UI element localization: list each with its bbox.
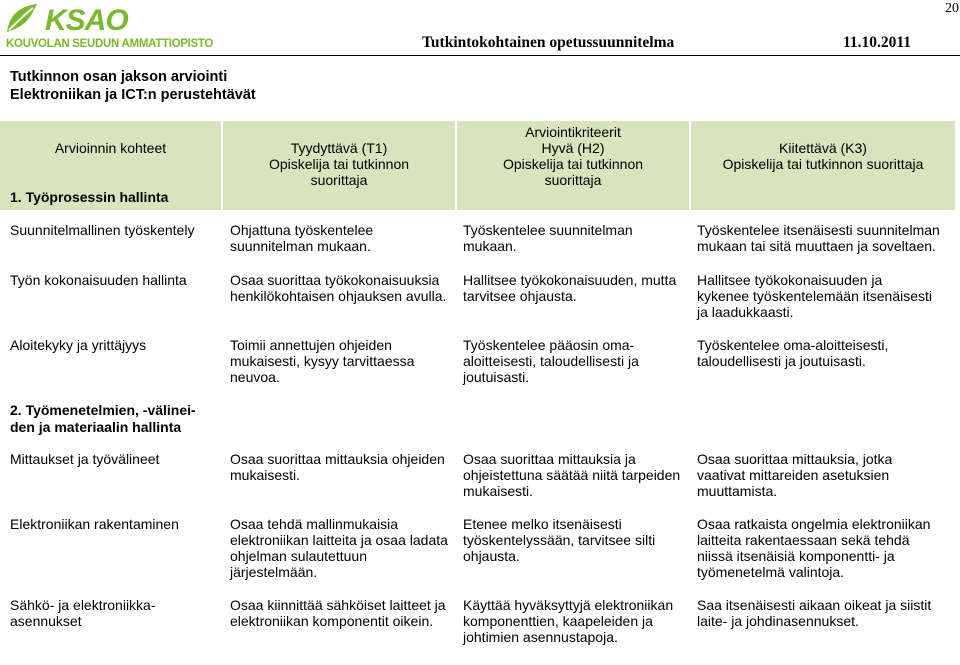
- row-k3: Hallitsee työkokonaisuuden ja kykenee työskentelemään itsenäisesti ja laadukkaasti.: [697, 272, 933, 320]
- row-label: Mittaukset ja työvälineet: [10, 451, 160, 467]
- row-label: Elektroniikan rakentaminen: [10, 516, 179, 532]
- col-header-k3: Kiitettävä (K3) Opiskelija tai tutkinnon suorittaja: [722, 140, 924, 172]
- col-header-kohteet: Arvioinnin kohteet: [54, 140, 167, 156]
- doc-title-line2: Elektroniikan ja ICT:n perustehtävät: [10, 87, 256, 103]
- section-title-1: 1. Työprosessin hallinta: [10, 189, 169, 205]
- logo-name: KSAO: [45, 4, 128, 37]
- section-title-2: 2. Työmenetelmien, -välinei- den ja materiaalin hallinta: [10, 402, 196, 435]
- row-t1: Osaa tehdä mallinmukaisia elektroniikan laitteita ja osaa ladata ohjelman sulautettuun järjestelmään.: [230, 516, 448, 580]
- col-header-t1: Tyydyttävä (T1) Opiskelija tai tutkinnon suorittaja: [268, 140, 410, 188]
- row-h2: Osaa suorittaa mittauksia ja ohjeistettuna säätää niitä tarpeiden mukaisesti.: [463, 451, 681, 499]
- col-header-h2: Arviointikriteerit Hyvä (H2) Opiskelija tai tutkinnon suorittaja: [502, 124, 644, 188]
- row-label: Suunnitelmallinen työskentely: [10, 222, 195, 238]
- leaf-icon: [3, 2, 43, 38]
- row-label: Sähkö- ja elektroniikka- asennukset: [10, 597, 156, 629]
- row-t1: Osaa kiinnittää sähköiset laitteet ja elektroniikan komponentit oikein.: [230, 597, 446, 629]
- row-h2: Käyttää hyväksyttyjä elektroniikan komponenttien, kaapeleiden ja johtimien asennustapoja.: [463, 597, 674, 645]
- header-rule: [0, 55, 960, 56]
- header-date: 11.10.2011: [843, 34, 912, 51]
- row-h2: Työskentelee pääosin oma- aloitteisesti, taloudellisesti ja joutuisasti.: [463, 337, 639, 385]
- row-h2: Työskentelee suunnitelman mukaan.: [463, 222, 633, 254]
- doc-title-line1: Tutkinnon osan jakson arviointi: [10, 69, 228, 85]
- row-t1: Toimii annettujen ohjeiden mukaisesti, kysyy tarvittaessa neuvoa.: [230, 337, 415, 385]
- row-t1: Ohjattuna työskentelee suunnitelman mukaan.: [230, 222, 374, 254]
- header-title: Tutkintokohtainen opetussuunnitelma: [422, 34, 675, 51]
- row-t1: Osaa suorittaa mittauksia ohjeiden mukaisesti.: [230, 451, 445, 483]
- row-k3: Osaa ratkaista ongelmia elektroniikan laitteita rakentaessaan sekä tehdä niissä itsenäisiä komponentti- ja työmenetelmä valintoja.: [697, 516, 931, 580]
- row-t1: Osaa suorittaa työkokonaisuuksia henkilökohtaisen ohjauksen avulla.: [230, 272, 447, 304]
- row-h2: Etenee melko itsenäisesti työskentelyssään, tarvitsee silti ohjausta.: [463, 516, 656, 564]
- row-h2: Hallitsee työkokonaisuuden, mutta tarvitsee ohjausta.: [463, 272, 677, 304]
- row-label: Työn kokonaisuuden hallinta: [10, 272, 187, 288]
- logo-subtitle: KOUVOLAN SEUDUN AMMATTIOPISTO: [6, 38, 214, 50]
- row-k3: Työskentelee itsenäisesti suunnitelman mukaan tai sitä muuttaen ja soveltaen.: [697, 222, 940, 254]
- page-number: 20: [945, 1, 959, 16]
- row-k3: Osaa suorittaa mittauksia, jotka vaativat mittareiden asetuksien muuttamista.: [697, 451, 893, 499]
- doc-title: [10, 68, 256, 104]
- ksao-logo: [3, 2, 243, 54]
- row-k3: Saa itsenäisesti aikaan oikeat ja siistit laite- ja johdinasennukset.: [697, 597, 932, 629]
- row-k3: Työskentelee oma-aloitteisesti, taloudellisesti ja joutuisasti.: [697, 337, 889, 369]
- row-label: Aloitekyky ja yrittäjyys: [10, 337, 147, 353]
